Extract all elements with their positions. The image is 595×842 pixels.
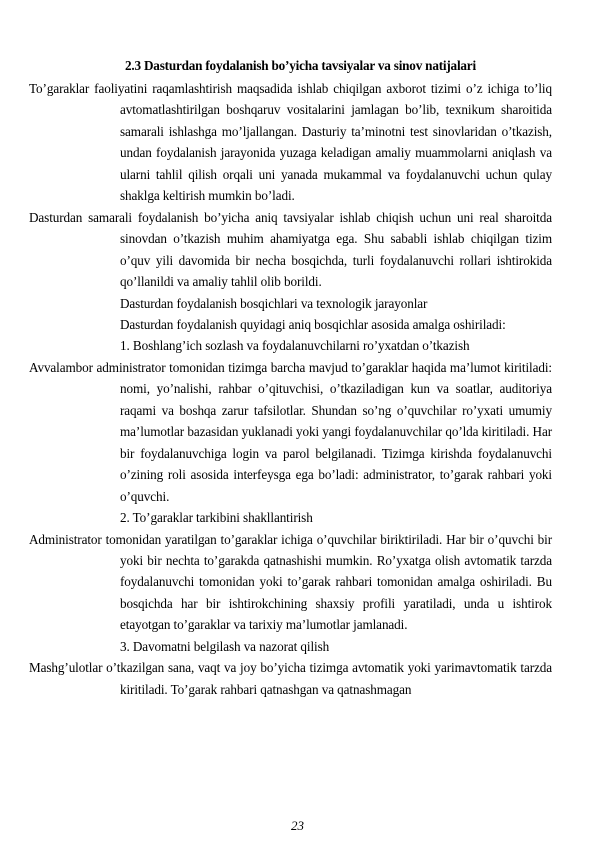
paragraph-initial-setup: Avvalambor administrator tomonidan tizimga barcha mavjud to’garaklar haqida ma’lumot kiritiladi: nomi, yo’nalishi, rahbar o’qituvchisi, o’tkaziladigan kun va soatlar, auditoriya raqami va boshqa zarur tafsilotlar. Shundan so’ng o’quvchilar ro’yxati umumiy ma’lumotlar bazasidan yuklanadi yoki yangi foydalanuvchilar qo’lda kiritiladi. Har bir foydalanuvchiga login va parol belgilanadi. Tizimga kirishda foydalanuvchi o’zining roli asosida interfeysga ega bo’ladi: administrator, to’garak rahbari yoki o’quvchi. bbox=[29, 359, 552, 504]
paragraph-recommendations: Dasturdan samarali foydalanish bo’yicha aniq tavsiyalar ishlab chiqish uchun uni real sharoitda sinovdan o’tkazish muhim ahamiyatga ega. Shu sababli ishlab chiqilgan tizim o’quv yili davomida bir necha bosqichda, turli foydalanuvchi rollari ishtirokida qo’llanildi va amaliy tahlil olib borildi. bbox=[29, 209, 552, 290]
page-number: 23 bbox=[291, 818, 304, 833]
list-item-3-title: 3. Davomatni belgilash va nazorat qilish bbox=[120, 638, 330, 654]
list-item-1-title: 1. Boshlang’ich sozlash va foydalanuvchilarni ro’yxatdan o’tkazish bbox=[120, 338, 470, 354]
paragraph-intro: To’garaklar faoliyatini raqamlashtirish maqsadida ishlab chiqilgan axborot tizimi o’z ichiga to’liq avtomatlashtirilgan boshqaruv vositalarini jamlagan bo’lib, texnikum sharoitida samarali ishlashga mo’ljallangan. Dasturiy ta’minotni test sinovlaridan o’tkazish, undan foydalanish jarayonida yuzaga keladigan amaliy muammolarni aniqlash va ularni tahlil qilish orqali uni yanada mukammal va foydalanuvchi uchun qulay shaklga keltirish mumkin bo’ladi. bbox=[29, 81, 552, 204]
subheading-stages: Dasturdan foydalanish bosqichlari va texnologik jarayonlar bbox=[120, 295, 428, 311]
paragraph-attendance: Mashg’ulotlar o’tkazilgan sana, vaqt va joy bo’yicha tizimga avtomatik yoki yarimavtomatik tarzda kiritiladi. To’garak rahbari qatnashgan va qatnashmagan bbox=[29, 660, 552, 697]
list-item-2-title: 2. To’garaklar tarkibini shakllantirish bbox=[120, 510, 313, 526]
paragraph-stages-intro: Dasturdan foydalanish quyidagi aniq bosqichlar asosida amalga oshiriladi: bbox=[120, 316, 506, 332]
body-text bbox=[29, 78, 552, 700]
paragraph-club-composition: Administrator tomonidan yaratilgan to’garaklar ichiga o’quvchilar biriktiriladi. Har bir o’quvchi bir yoki bir nechta to’garakda qatnashishi mumkin. Ro’yxatga olish avtomatik tarzda foydalanuvchi tomonidan yoki to’garak rahbari tomonidan amalga oshiriladi. Bu bosqichda har bir ishtirokchining shaxsiy profili yaratiladi, unda u ishtirok etayotgan to’garaklar va tarixiy ma’lumotlar jamlanadi. bbox=[29, 531, 552, 633]
section-heading: 2.3 Dasturdan foydalanish bo’yicha tavsiyalar va sinov natijalari bbox=[125, 58, 476, 73]
